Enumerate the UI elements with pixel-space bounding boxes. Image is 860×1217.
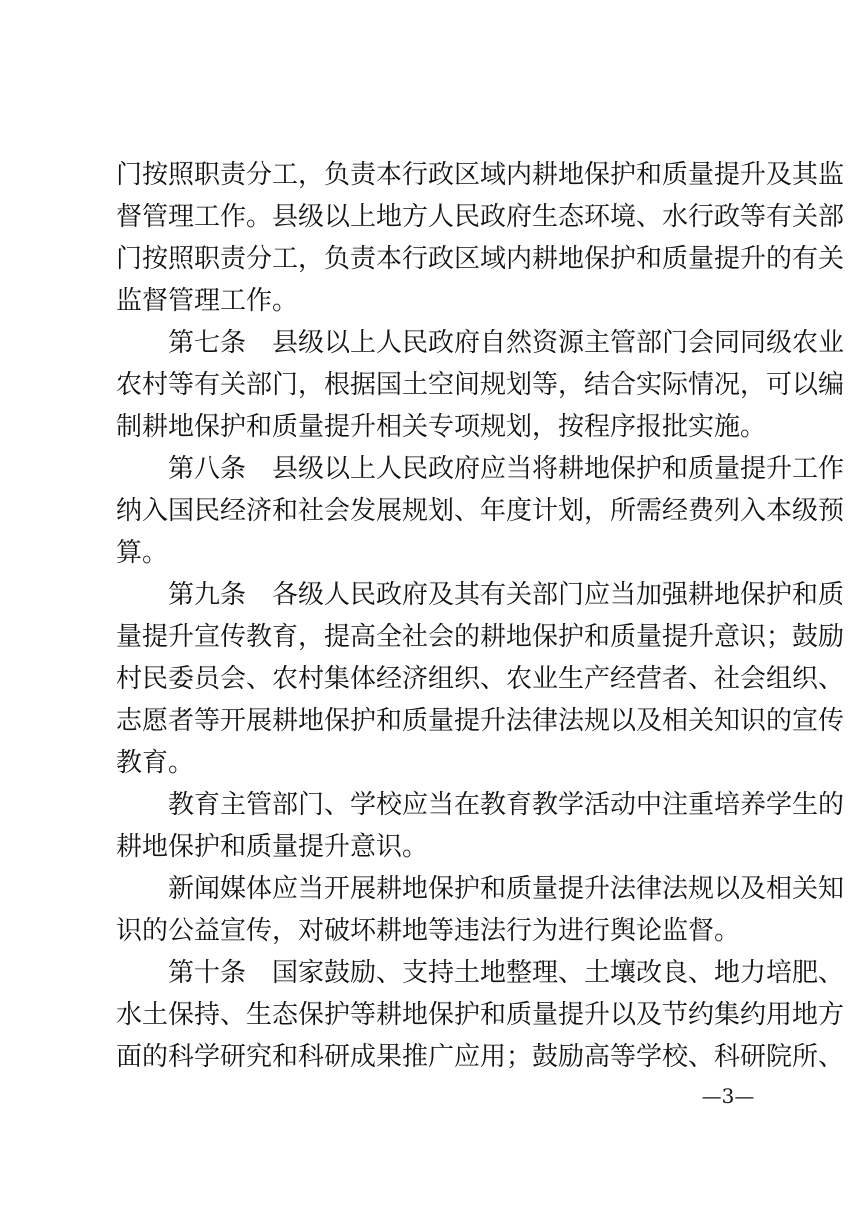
text-line: 门按照职责分工，负责本行政区域内耕地保护和质量提升的有关 (116, 244, 845, 274)
text-line: 识的公益宣传，对破坏耕地等违法行为进行舆论监督。 (116, 916, 741, 946)
article-7-heading-line: 第七条 县级以上人民政府自然资源主管部门会同同级农业 (168, 328, 845, 358)
text-line: 志愿者等开展耕地保护和质量提升法律法规以及相关知识的宣传 (116, 706, 845, 736)
text-line: 村民委员会、农村集体经济组织、农业生产经营者、社会组织、 (116, 664, 845, 694)
text-line: 算。 (116, 538, 169, 568)
text-line: 制耕地保护和质量提升相关专项规划，按程序报批实施。 (116, 412, 767, 442)
body-text (116, 154, 845, 1078)
paragraph-start-line: 新闻媒体应当开展耕地保护和质量提升法律法规以及相关知 (168, 874, 845, 904)
article-8-heading-line: 第八条 县级以上人民政府应当将耕地保护和质量提升工作 (168, 454, 845, 484)
text-line: 耕地保护和质量提升意识。 (116, 832, 429, 862)
paragraph-start-line: 教育主管部门、学校应当在教育教学活动中注重培养学生的 (168, 790, 845, 820)
text-line: 纳入国民经济和社会发展规划、年度计划，所需经费列入本级预 (116, 496, 845, 526)
article-9-heading-line: 第九条 各级人民政府及其有关部门应当加强耕地保护和质 (168, 580, 845, 610)
text-line: 教育。 (116, 748, 195, 778)
text-line: 农村等有关部门，根据国土空间规划等，结合实际情况，可以编 (116, 370, 845, 400)
text-line: 水土保持、生态保护等耕地保护和质量提升以及节约集约用地方 (116, 1000, 845, 1030)
article-10-heading-line: 第十条 国家鼓励、支持土地整理、土壤改良、地力培肥、 (168, 958, 845, 988)
text-line: 督管理工作。县级以上地方人民政府生态环境、水行政等有关部 (116, 202, 845, 232)
text-line: 门按照职责分工，负责本行政区域内耕地保护和质量提升及其监 (116, 160, 845, 190)
text-line: 监督管理工作。 (116, 286, 299, 316)
text-line: 面的科学研究和科研成果推广应用；鼓励高等学校、科研院所、 (116, 1042, 845, 1072)
text-line: 量提升宣传教育，提高全社会的耕地保护和质量提升意识；鼓励 (116, 622, 845, 652)
page-number: —3— (701, 1084, 755, 1108)
